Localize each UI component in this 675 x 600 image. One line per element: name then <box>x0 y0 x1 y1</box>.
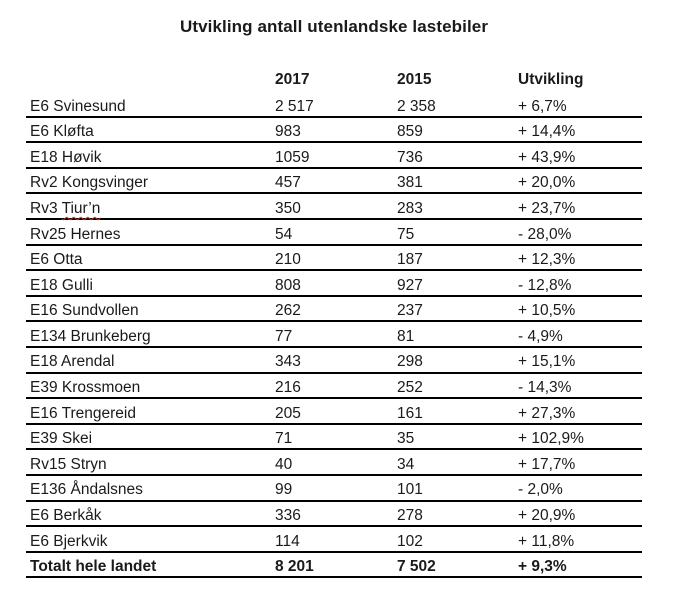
row-2017-value: 1059 <box>275 148 310 166</box>
table-row <box>26 194 642 220</box>
table-row <box>26 271 642 297</box>
table-row <box>26 246 642 272</box>
table-row <box>26 553 642 579</box>
row-location <box>26 200 275 217</box>
row-location: E6 Kløfta <box>30 123 94 141</box>
row-change-value: + 20,0% <box>518 174 576 192</box>
table-row <box>26 118 642 144</box>
row-2015-value: 252 <box>397 379 423 397</box>
table-row <box>26 92 642 118</box>
row-2017-value: 2 517 <box>275 97 314 115</box>
table-row <box>26 169 642 195</box>
row-location: E16 Trengereid <box>30 404 136 422</box>
row-location-prefix: Rv3 <box>30 199 62 217</box>
row-location: E39 Krossmoen <box>30 379 141 397</box>
table-title: Utvikling antall utenlandske lastebiler <box>179 17 489 36</box>
row-location: E6 Otta <box>30 251 83 269</box>
table-row <box>26 322 642 348</box>
table-row <box>26 348 642 374</box>
row-2017-value: 336 <box>275 507 301 525</box>
row-location: E134 Brunkeberg <box>30 327 151 345</box>
row-2017-value: 262 <box>275 302 301 320</box>
row-location: E18 Arendal <box>30 353 115 371</box>
row-2017-value: 983 <box>275 123 301 141</box>
row-change-value: - 2,0% <box>518 481 563 499</box>
row-2017-value: 210 <box>275 251 301 269</box>
row-2015-value: 237 <box>397 302 423 320</box>
row-change-value: + 17,7% <box>518 455 576 473</box>
row-change-value: + 11,8% <box>518 532 575 550</box>
row-location: E6 Berkåk <box>30 507 102 525</box>
row-location: E18 Høvik <box>30 148 102 166</box>
column-header-utvikling: Utvikling <box>518 70 584 88</box>
row-2015-value: 278 <box>397 507 423 525</box>
row-location: Rv25 Hernes <box>30 225 121 243</box>
row-change-value: + 20,9% <box>518 507 576 525</box>
row-change-value: - 12,8% <box>518 276 572 294</box>
table-row <box>26 527 642 553</box>
misspelled-word: Tiur’n <box>61 199 101 217</box>
row-2017-value: 77 <box>275 327 293 345</box>
row-2017-value: 808 <box>275 276 301 294</box>
row-2015-value: 187 <box>397 251 423 269</box>
table-body <box>26 92 642 578</box>
row-2015-value: 381 <box>397 174 423 192</box>
table-row <box>26 476 642 502</box>
row-change-value: + 102,9% <box>518 430 584 448</box>
row-2015-value: 2 358 <box>397 97 436 115</box>
row-change-value: - 4,9% <box>518 327 563 345</box>
row-2015-value: 927 <box>397 276 423 294</box>
row-change-value: + 43,9% <box>518 148 576 166</box>
row-2015-value: 101 <box>397 481 423 499</box>
row-location: E18 Gulli <box>30 276 93 294</box>
row-change-value: + 27,3% <box>518 404 576 422</box>
row-2017-value: 350 <box>275 199 301 217</box>
row-change-value: + 23,7% <box>518 199 576 217</box>
foreign-trucks-table <box>26 66 642 578</box>
row-change-value: + 10,5% <box>518 302 576 320</box>
row-change-value: - 14,3% <box>518 379 572 397</box>
table-row <box>26 425 642 451</box>
row-location: E6 Bjerkvik <box>30 532 108 550</box>
row-2017-value: 114 <box>275 532 300 550</box>
row-2015-value: 283 <box>397 199 423 217</box>
row-change-value: + 14,4% <box>518 123 576 141</box>
row-2015-value: 298 <box>397 353 423 371</box>
row-2017-value: 343 <box>275 353 301 371</box>
row-2017-value: 40 <box>275 455 293 473</box>
row-change-value: - 28,0% <box>518 225 572 243</box>
column-header-2017: 2017 <box>275 70 310 88</box>
table-row <box>26 220 642 246</box>
row-2017-value: 457 <box>275 174 301 192</box>
table-row <box>26 399 642 425</box>
row-2015-value: 75 <box>397 225 415 243</box>
column-header-2015: 2015 <box>397 70 432 88</box>
table-row <box>26 297 642 323</box>
row-2015-value: 102 <box>397 532 423 550</box>
row-2017-value: 71 <box>275 430 293 448</box>
table-row <box>26 374 642 400</box>
row-2015-value: 7 502 <box>397 558 436 576</box>
table-header-row <box>26 66 642 92</box>
row-location: Rv2 Kongsvinger <box>30 174 149 192</box>
table-row <box>26 143 642 169</box>
row-2017-value: 205 <box>275 404 301 422</box>
row-2017-value: 216 <box>275 379 301 397</box>
table-row <box>26 502 642 528</box>
row-location: E39 Skei <box>30 430 93 448</box>
row-2015-value: 859 <box>397 123 423 141</box>
row-location: E16 Sundvollen <box>30 302 139 320</box>
row-change-value: + 15,1% <box>518 353 576 371</box>
row-2017-value: 54 <box>275 225 293 243</box>
row-change-value: + 9,3% <box>518 558 567 576</box>
row-2015-value: 81 <box>397 327 415 345</box>
row-change-value: + 6,7% <box>518 97 567 115</box>
row-change-value: + 12,3% <box>518 251 576 269</box>
row-location: E136 Åndalsnes <box>30 481 143 499</box>
row-2017-value: 8 201 <box>275 558 314 576</box>
row-2015-value: 736 <box>397 148 423 166</box>
row-2015-value: 34 <box>397 455 415 473</box>
row-location: Totalt hele landet <box>30 558 157 576</box>
row-2015-value: 35 <box>397 430 415 448</box>
row-location: E6 Svinesund <box>30 97 126 115</box>
row-2015-value: 161 <box>397 404 423 422</box>
table-row <box>26 450 642 476</box>
row-location: Rv15 Stryn <box>30 455 107 473</box>
row-2017-value: 99 <box>275 481 293 499</box>
